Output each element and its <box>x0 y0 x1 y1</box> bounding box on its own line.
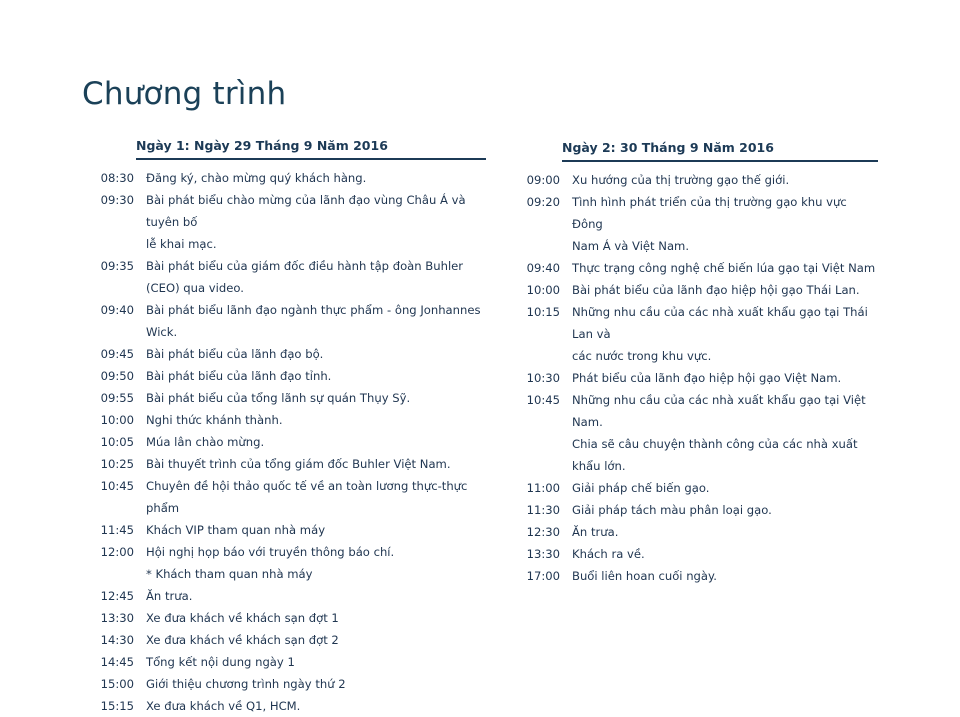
schedule-description-line: các nước trong khu vực. <box>572 349 712 363</box>
schedule-description-line: Giải pháp chế biến gạo. <box>572 481 710 495</box>
schedule-row <box>94 541 486 585</box>
schedule-description-line: Xe đưa khách về khách sạn đợt 1 <box>146 611 339 625</box>
schedule-row <box>94 387 486 409</box>
schedule-row <box>94 629 486 651</box>
schedule-description-line: Buổi liên hoan cuối ngày. <box>572 569 717 583</box>
schedule-time: 09:50 <box>100 369 134 383</box>
schedule-description <box>146 607 486 629</box>
schedule-time: 10:00 <box>100 413 134 427</box>
schedule-row <box>94 585 486 607</box>
schedule-row <box>94 409 486 431</box>
schedule-description <box>572 477 878 499</box>
schedule-description-line: Bài thuyết trình của tổng giám đốc Buhler Việt Nam. <box>146 457 451 471</box>
schedule-time: 14:30 <box>100 633 134 647</box>
day-1-schedule <box>94 138 486 717</box>
schedule-time: 13:30 <box>526 547 560 561</box>
schedule-description-line: Bài phát biểu của lãnh đạo bộ. <box>146 347 324 361</box>
schedule-description-line: Bài phát biểu chào mừng của lãnh đạo vùng Châu Á và tuyên bố <box>146 193 466 229</box>
schedule-description-line: Chuyên đề hội thảo quốc tế về an toàn lương thực-thực phẩm <box>146 479 468 515</box>
schedule-row <box>94 673 486 695</box>
schedule-time: 10:30 <box>526 371 560 385</box>
day-1-header: Ngày 1: Ngày 29 Tháng 9 Năm 2016 <box>136 138 486 160</box>
schedule-time: 11:30 <box>526 503 560 517</box>
schedule-description <box>146 365 486 387</box>
schedule-time: 10:45 <box>526 393 560 407</box>
schedule-row <box>520 565 878 587</box>
schedule-row <box>94 167 486 189</box>
schedule-row <box>520 389 878 477</box>
schedule-description <box>146 695 486 717</box>
schedule-description <box>146 585 486 607</box>
schedule-description <box>146 475 486 519</box>
schedule-description-line: Bài phát biểu của giám đốc điều hành tập đoàn Buhler <box>146 259 464 273</box>
schedule-description <box>146 189 486 255</box>
schedule-description-line: Bài phát biểu của lãnh đạo hiệp hội gạo Thái Lan. <box>572 283 860 297</box>
schedule-time: 10:05 <box>100 435 134 449</box>
schedule-time: 09:00 <box>526 173 560 187</box>
page-title: Chương trình <box>82 76 287 112</box>
schedule-description <box>146 673 486 695</box>
schedule-description <box>146 519 486 541</box>
schedule-row <box>94 365 486 387</box>
schedule-description-line: Thực trạng công nghệ chế biến lúa gạo tại Việt Nam <box>572 261 876 275</box>
schedule-description-line: (CEO) qua video. <box>146 281 244 295</box>
schedule-description-line: Bài phát biểu của lãnh đạo tỉnh. <box>146 369 332 383</box>
schedule-description-line: Bài phát biểu lãnh đạo ngành thực phẩm - ông Jonhannes Wick. <box>146 303 481 339</box>
schedule-time: 15:00 <box>100 677 134 691</box>
schedule-time: 14:45 <box>100 655 134 669</box>
schedule-description-line: * Khách tham quan nhà máy <box>146 567 313 581</box>
schedule-description <box>572 389 878 477</box>
schedule-time: 10:45 <box>100 479 134 493</box>
schedule-description-line: Xe đưa khách về khách sạn đợt 2 <box>146 633 339 647</box>
schedule-row <box>520 499 878 521</box>
schedule-description-line: Phát biểu của lãnh đạo hiệp hội gạo Việt Nam. <box>572 371 842 385</box>
schedule-time: 10:00 <box>526 283 560 297</box>
schedule-time: 12:00 <box>100 545 134 559</box>
schedule-description-line: Đăng ký, chào mừng quý khách hàng. <box>146 171 367 185</box>
schedule-description <box>146 431 486 453</box>
schedule-description <box>572 301 878 367</box>
schedule-description-line: Ăn trưa. <box>146 589 193 603</box>
schedule-time: 09:45 <box>100 347 134 361</box>
schedule-time: 09:30 <box>100 193 134 207</box>
schedule-row <box>520 521 878 543</box>
schedule-description <box>146 255 486 299</box>
schedule-time: 09:40 <box>100 303 134 317</box>
schedule-description <box>146 387 486 409</box>
schedule-time: 10:25 <box>100 457 134 471</box>
schedule-description <box>146 541 486 585</box>
schedule-row <box>520 279 878 301</box>
schedule-description-line: Nam Á và Việt Nam. <box>572 239 690 253</box>
schedule-time: 15:15 <box>100 699 134 713</box>
schedule-description <box>572 191 878 257</box>
schedule-row <box>520 191 878 257</box>
schedule-time: 13:30 <box>100 611 134 625</box>
day-1-rows <box>94 167 486 717</box>
schedule-row <box>520 477 878 499</box>
day-2-schedule <box>520 140 878 587</box>
schedule-description <box>146 299 486 343</box>
schedule-description-line: Ăn trưa. <box>572 525 619 539</box>
schedule-row <box>94 453 486 475</box>
schedule-description-line: Khách ra về. <box>572 547 645 561</box>
schedule-time: 09:40 <box>526 261 560 275</box>
schedule-description-line: Tổng kết nội dung ngày 1 <box>146 655 295 669</box>
schedule-description <box>572 257 878 279</box>
schedule-description-line: Nghi thức khánh thành. <box>146 413 283 427</box>
schedule-time: 10:15 <box>526 305 560 319</box>
schedule-description-line: Xu hướng của thị trường gạo thế giới. <box>572 173 790 187</box>
schedule-row <box>520 169 878 191</box>
schedule-row <box>520 257 878 279</box>
schedule-description <box>146 343 486 365</box>
schedule-row <box>520 301 878 367</box>
schedule-description-line: Khách VIP tham quan nhà máy <box>146 523 326 537</box>
schedule-description-line: Tình hình phát triển của thị trường gạo khu vực Đông <box>572 195 847 231</box>
day-2-header: Ngày 2: 30 Tháng 9 Năm 2016 <box>562 140 878 162</box>
schedule-row <box>94 189 486 255</box>
schedule-description <box>572 565 878 587</box>
schedule-description <box>146 629 486 651</box>
schedule-time: 09:55 <box>100 391 134 405</box>
schedule-description <box>572 499 878 521</box>
schedule-time: 08:30 <box>100 171 134 185</box>
schedule-description-line: Xe đưa khách về Q1, HCM. <box>146 699 301 713</box>
schedule-row <box>94 431 486 453</box>
schedule-description-line: Giới thiệu chương trình ngày thứ 2 <box>146 677 346 691</box>
schedule-row <box>94 343 486 365</box>
schedule-row <box>94 651 486 673</box>
schedule-description <box>572 279 878 301</box>
schedule-description-line: Múa lân chào mừng. <box>146 435 265 449</box>
schedule-description-line: Chia sẽ câu chuyện thành công của các nhà xuất khẩu lớn. <box>572 437 858 473</box>
schedule-description <box>146 167 486 189</box>
schedule-description-line: Hội nghị họp báo với truyền thông báo chí. <box>146 545 395 559</box>
schedule-description-line: lễ khai mạc. <box>146 237 217 251</box>
schedule-description <box>146 651 486 673</box>
schedule-description <box>572 521 878 543</box>
schedule-description-line: Những nhu cầu của các nhà xuất khẩu gạo tại Thái Lan và <box>572 305 868 341</box>
schedule-time: 09:20 <box>526 195 560 209</box>
schedule-description-line: Bài phát biểu của tổng lãnh sự quán Thụy Sỹ. <box>146 391 411 405</box>
schedule-row <box>94 519 486 541</box>
schedule-row <box>94 695 486 717</box>
schedule-time: 17:00 <box>526 569 560 583</box>
schedule-description-line: Những nhu cầu của các nhà xuất khẩu gạo tại Việt Nam. <box>572 393 866 429</box>
schedule-row <box>520 367 878 389</box>
schedule-row <box>94 607 486 629</box>
schedule-row <box>94 475 486 519</box>
schedule-time: 12:30 <box>526 525 560 539</box>
schedule-time: 12:45 <box>100 589 134 603</box>
schedule-description <box>146 453 486 475</box>
schedule-description <box>572 367 878 389</box>
schedule-row <box>94 299 486 343</box>
schedule-row <box>94 255 486 299</box>
schedule-time: 11:00 <box>526 481 560 495</box>
schedule-description <box>572 169 878 191</box>
schedule-row <box>520 543 878 565</box>
schedule-description <box>146 409 486 431</box>
schedule-description-line: Giải pháp tách màu phân loại gạo. <box>572 503 772 517</box>
schedule-time: 09:35 <box>100 259 134 273</box>
schedule-time: 11:45 <box>100 523 134 537</box>
schedule-description <box>572 543 878 565</box>
day-2-rows <box>520 169 878 587</box>
